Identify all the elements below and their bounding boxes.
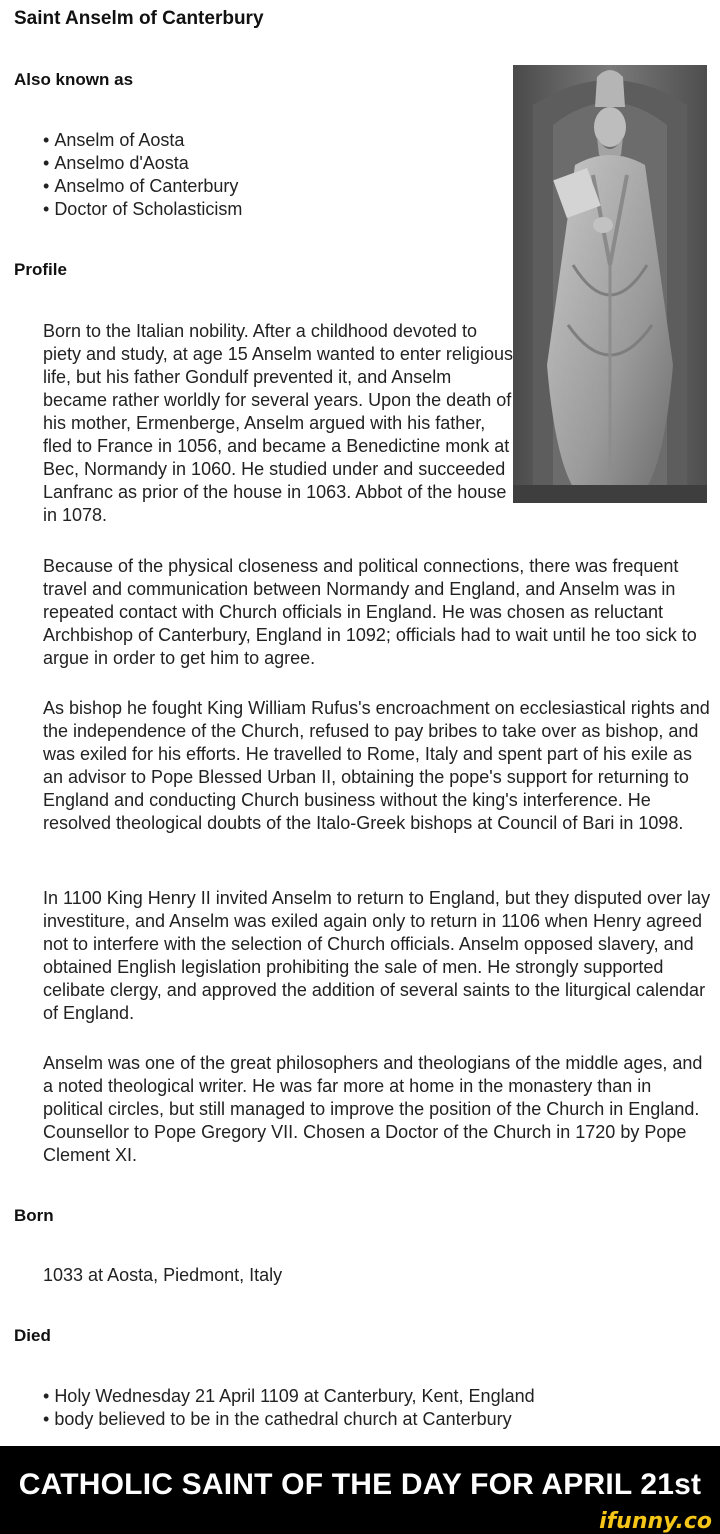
born-text: 1033 at Aosta, Piedmont, Italy [43, 1265, 283, 1285]
profile-paragraph: Born to the Italian nobility. After a childhood devoted to piety and study, at age 15 Anselm wanted to enter religious life, but his father Gondulf prevented it, and Anselm became rather worldly for several years. Upon the death of his mother, Ermenberge, Anselm argued with his father, fled to France in 1056, and became a Benedictine monk at Bec, Normandy in 1060. He studied under and succeeded Lanfranc as prior of the house in 1063. Abbot of the house in 1078. [43, 321, 513, 525]
banner-caption: CATHOLIC SAINT OF THE DAY FOR APRIL 21st [18, 1468, 702, 1501]
list-item: • Anselm of Aosta [43, 129, 242, 152]
list-item: • body believed to be in the cathedral church at Canterbury [43, 1408, 535, 1431]
list-item: • Anselmo d'Aosta [43, 152, 242, 175]
born-heading: Born [14, 1206, 54, 1225]
died-list [43, 1385, 535, 1431]
list-item: • Doctor of Scholasticism [43, 198, 242, 221]
profile-paragraph: In 1100 King Henry II invited Anselm to return to England, but they disputed over lay investiture, and Anselm was exiled again only to return in 1106 when Henry agreed not to interfere with the selection of Church officials. Anselm opposed slavery, and obtained English legislation prohibiting the sale of men. He strongly supported celibate clergy, and approved the addition of several saints to the liturgical calendar of England. [43, 888, 711, 1023]
profile-paragraph: Anselm was one of the great philosophers and theologians of the middle ages, and a noted theological writer. He was far more at home in the monastery than in political circles, but still managed to improve the position of the Church in England. Counsellor to Pope Gregory VII. Chosen a Doctor of the Church in 1720 by Pope Clement XI. [43, 1053, 703, 1165]
ifunny-watermark[interactable]: ifunny.co [599, 1509, 712, 1534]
caption-banner [0, 1446, 720, 1534]
profile-heading: Profile [14, 260, 67, 279]
died-heading: Died [14, 1326, 51, 1345]
also-known-as-list [43, 129, 242, 221]
profile-paragraph: As bishop he fought King William Rufus's encroachment on ecclesiastical rights and the independence of the Church, refused to pay bribes to take over as bishop, and was exiled for his efforts. He travelled to Rome, Italy and spent part of his exile as an advisor to Pope Blessed Urban II, obtaining the pope's support for returning to England and conducting Church business without the king's interference. He resolved theological doubts of the Italo-Greek bishops at Council of Bari in 1098. [43, 698, 710, 833]
saint-statue-image [513, 65, 707, 503]
list-item: • Anselmo of Canterbury [43, 175, 242, 198]
list-item: • Holy Wednesday 21 April 1109 at Canterbury, Kent, England [43, 1385, 535, 1408]
profile-paragraph: Because of the physical closeness and political connections, there was frequent travel and communication between Normandy and England, and Anselm was in repeated contact with Church officials in England. He was chosen as reluctant Archbishop of Canterbury, England in 1092; officials had to wait until he too sick to argue in order to get him to agree. [43, 556, 697, 668]
page-title: Saint Anselm of Canterbury [14, 8, 264, 29]
also-known-as-heading: Also known as [14, 70, 134, 89]
